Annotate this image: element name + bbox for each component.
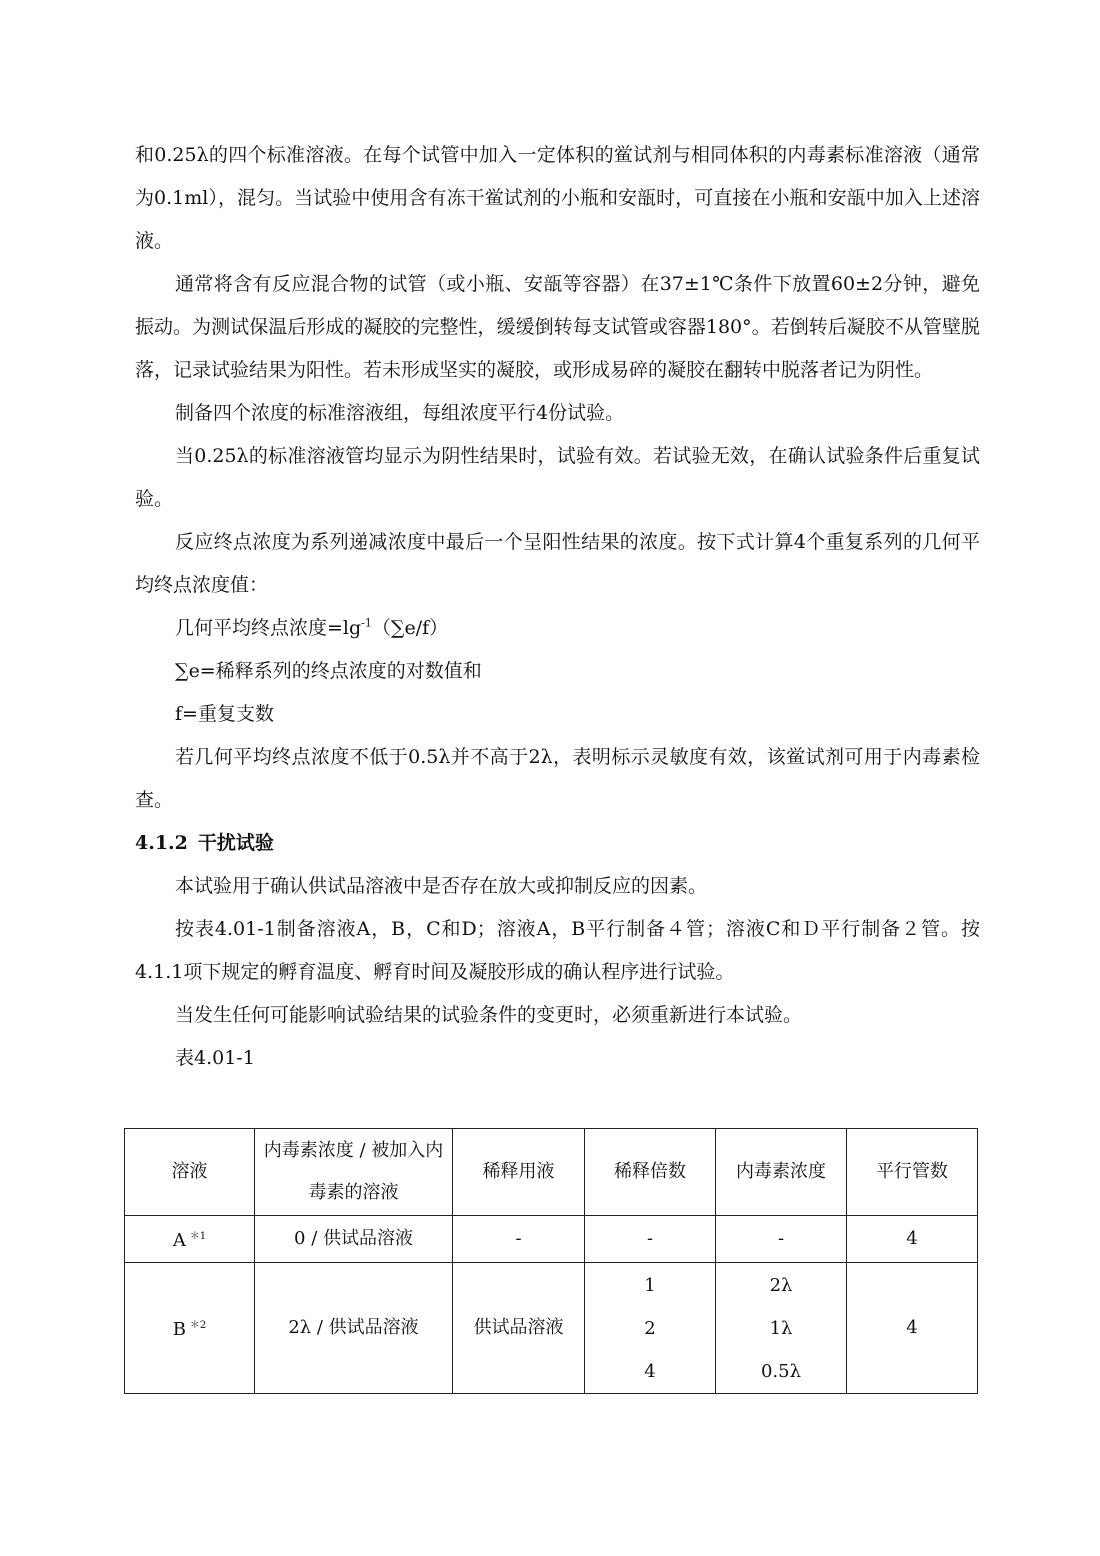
footnote-mark: ＊1 — [189, 1231, 207, 1242]
cell-conc-solution: 0 / 供试品溶液 — [255, 1216, 453, 1263]
endotoxin-value: 2λ — [769, 1274, 793, 1296]
section-title: 干扰试验 — [197, 832, 274, 854]
document-body — [135, 134, 980, 1080]
section-number: 4.1.2 — [135, 832, 188, 854]
definition-f: f=重复支数 — [175, 703, 274, 725]
cell-conc-solution: 2λ / 供试品溶液 — [255, 1263, 453, 1394]
cell-solution — [125, 1216, 255, 1263]
dilution-value: 2 — [644, 1317, 656, 1339]
table-row — [125, 1216, 978, 1263]
header-tubes: 平行管数 — [847, 1129, 978, 1216]
footnote-mark: ＊2 — [189, 1320, 207, 1331]
cell-diluent: - — [453, 1216, 585, 1263]
header-diluent: 稀释用液 — [453, 1129, 585, 1216]
paragraph-sensitivity: 若几何平均终点浓度不低于0.5λ并不高于2λ，表明标示灵敏度有效，该鲎试剂可用于内毒素检查。 — [135, 746, 980, 811]
dilution-value: 1 — [644, 1274, 656, 1296]
paragraph-interference-purpose: 本试验用于确认供试品溶液中是否存在放大或抑制反应的因素。 — [175, 875, 708, 897]
header-conc-solution: 内毒素浓度 / 被加入内毒素的溶液 — [255, 1129, 453, 1216]
cell-tubes: 4 — [847, 1216, 978, 1263]
endotoxin-value: 0.5λ — [760, 1360, 802, 1382]
table-row — [125, 1263, 978, 1394]
interference-table-wrap — [124, 1128, 977, 1394]
header-endotoxin: 内毒素浓度 — [716, 1129, 847, 1216]
paragraph-interference-procedure: 按表4.01-1制备溶液A，B，C和D；溶液A，B平行制备４管；溶液C和Ｄ平行制备２管。按4.1.1项下规定的孵育温度、孵育时间及凝胶形成的确认程序进行试验。 — [135, 918, 980, 983]
section-heading — [135, 822, 980, 865]
paragraph-standard-solutions: 和0.25λ的四个标准溶液。在每个试管中加入一定体积的鲎试剂与相同体积的内毒素标准溶液（通常为0.1ml），混匀。当试验中使用含有冻干鲎试剂的小瓶和安瓿时，可直接在小瓶和安瓿中加入上述溶液。 — [135, 144, 980, 252]
cell-endotoxin: - — [716, 1216, 847, 1263]
formula-left: 几何平均终点浓度=lg — [175, 617, 362, 639]
cell-dilution-list — [585, 1263, 716, 1394]
formula-right: （∑e/f） — [371, 617, 449, 639]
table-header-row — [125, 1129, 978, 1216]
endotoxin-value: 1λ — [769, 1317, 793, 1339]
solution-label: B — [172, 1319, 186, 1340]
formula-superscript: -1 — [361, 616, 372, 630]
paragraph-validity: 当0.25λ的标准溶液管均显示为阴性结果时，试验有效。若试验无效，在确认试验条件后重复试验。 — [135, 445, 980, 510]
header-solution: 溶液 — [125, 1129, 255, 1216]
cell-endotoxin-list — [716, 1263, 847, 1394]
paragraph-incubation: 通常将含有反应混合物的试管（或小瓶、安瓿等容器）在37±1℃条件下放置60±2分钟，避免振动。为测试保温后形成的凝胶的完整性，缓缓倒转每支试管或容器180°。若倒转后凝胶不从管壁脱落，记录试验结果为阳性。若未形成坚实的凝胶，或形成易碎的凝胶在翻转中脱落者记为阴性。 — [135, 273, 980, 381]
interference-table — [124, 1128, 978, 1394]
paragraph-retest: 当发生任何可能影响试验结果的试验条件的变更时，必须重新进行本试验。 — [175, 1004, 803, 1026]
dilution-value: 4 — [644, 1360, 656, 1382]
paragraph-standard-groups: 制备四个浓度的标准溶液组，每组浓度平行4份试验。 — [175, 402, 625, 424]
formula-geometric-mean — [135, 607, 980, 650]
table-caption: 表4.01-1 — [175, 1047, 255, 1069]
paragraph-endpoint: 反应终点浓度为系列递减浓度中最后一个呈阳性结果的浓度。按下式计算4个重复系列的几何平均终点浓度值： — [135, 531, 980, 596]
solution-label: A — [172, 1230, 186, 1251]
cell-dilution: - — [585, 1216, 716, 1263]
cell-tubes: 4 — [847, 1263, 978, 1394]
definition-sum-e: ∑e=稀释系列的终点浓度的对数值和 — [175, 660, 482, 682]
cell-solution — [125, 1263, 255, 1394]
cell-diluent: 供试品溶液 — [453, 1263, 585, 1394]
header-dilution: 稀释倍数 — [585, 1129, 716, 1216]
